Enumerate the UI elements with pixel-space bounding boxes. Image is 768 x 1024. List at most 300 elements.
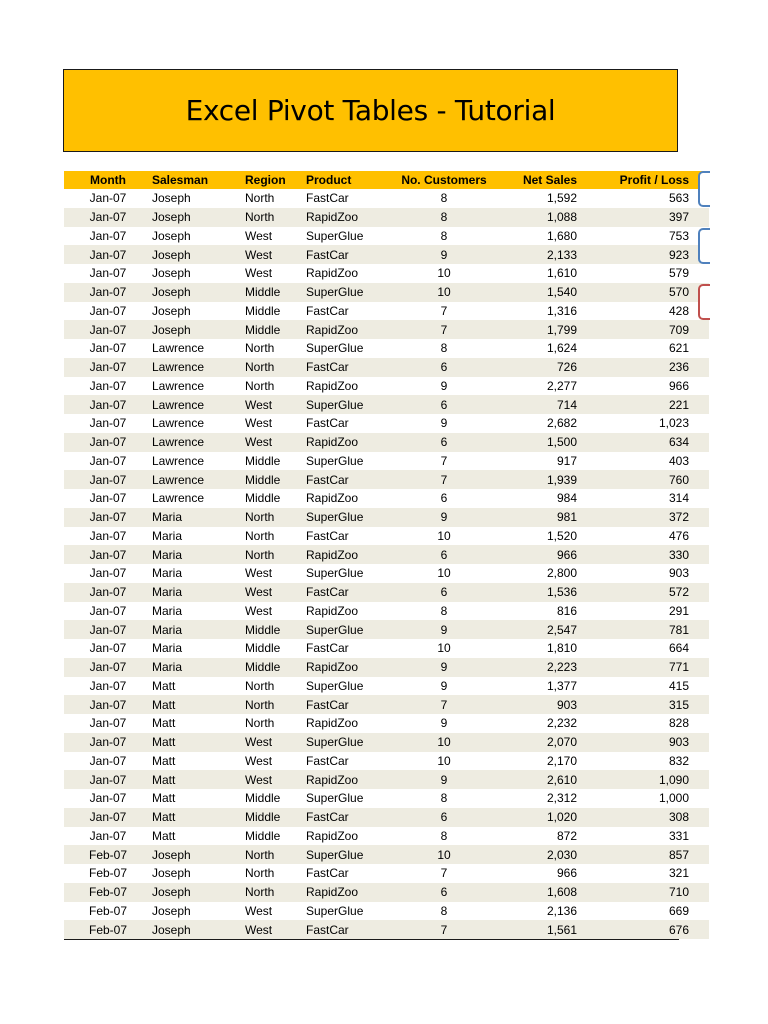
- cell-product[interactable]: FastCar: [306, 302, 393, 321]
- cell-region[interactable]: Middle: [245, 452, 306, 471]
- cell-month[interactable]: Jan-07: [64, 620, 152, 639]
- cell-customers[interactable]: 7: [393, 320, 495, 339]
- cell-region[interactable]: Middle: [245, 827, 306, 846]
- cell-profit-loss[interactable]: 415: [587, 677, 709, 696]
- cell-customers[interactable]: 6: [393, 808, 495, 827]
- cell-net-sales[interactable]: 966: [495, 864, 587, 883]
- cell-region[interactable]: West: [245, 733, 306, 752]
- cell-customers[interactable]: 7: [393, 864, 495, 883]
- cell-profit-loss[interactable]: 331: [587, 827, 709, 846]
- cell-region[interactable]: North: [245, 339, 306, 358]
- cell-month[interactable]: Jan-07: [64, 302, 152, 321]
- cell-profit-loss[interactable]: 771: [587, 658, 709, 677]
- cell-product[interactable]: FastCar: [306, 695, 393, 714]
- cell-net-sales[interactable]: 872: [495, 827, 587, 846]
- cell-product[interactable]: SuperGlue: [306, 789, 393, 808]
- cell-region[interactable]: West: [245, 245, 306, 264]
- cell-month[interactable]: Jan-07: [64, 489, 152, 508]
- cell-month[interactable]: Jan-07: [64, 395, 152, 414]
- column-header-region[interactable]: Region: [245, 171, 306, 189]
- cell-profit-loss[interactable]: 291: [587, 602, 709, 621]
- cell-profit-loss[interactable]: 669: [587, 902, 709, 921]
- cell-region[interactable]: West: [245, 264, 306, 283]
- cell-month[interactable]: Jan-07: [64, 414, 152, 433]
- cell-salesman[interactable]: Matt: [152, 789, 245, 808]
- cell-region[interactable]: Middle: [245, 283, 306, 302]
- cell-customers[interactable]: 9: [393, 414, 495, 433]
- cell-product[interactable]: RapidZoo: [306, 264, 393, 283]
- cell-product[interactable]: FastCar: [306, 414, 393, 433]
- cell-customers[interactable]: 6: [393, 358, 495, 377]
- cell-month[interactable]: Jan-07: [64, 639, 152, 658]
- cell-product[interactable]: SuperGlue: [306, 395, 393, 414]
- cell-profit-loss[interactable]: 709: [587, 320, 709, 339]
- cell-region[interactable]: West: [245, 564, 306, 583]
- cell-month[interactable]: Jan-07: [64, 827, 152, 846]
- cell-profit-loss[interactable]: 397: [587, 208, 709, 227]
- cell-profit-loss[interactable]: 1,023: [587, 414, 709, 433]
- cell-month[interactable]: Jan-07: [64, 564, 152, 583]
- cell-product[interactable]: RapidZoo: [306, 320, 393, 339]
- cell-net-sales[interactable]: 1,680: [495, 227, 587, 246]
- cell-region[interactable]: West: [245, 602, 306, 621]
- cell-region[interactable]: West: [245, 770, 306, 789]
- cell-month[interactable]: Jan-07: [64, 527, 152, 546]
- cell-region[interactable]: West: [245, 902, 306, 921]
- cell-region[interactable]: Middle: [245, 302, 306, 321]
- cell-net-sales[interactable]: 1,810: [495, 639, 587, 658]
- cell-region[interactable]: North: [245, 208, 306, 227]
- cell-month[interactable]: Jan-07: [64, 770, 152, 789]
- cell-customers[interactable]: 7: [393, 695, 495, 714]
- cell-profit-loss[interactable]: 781: [587, 620, 709, 639]
- cell-customers[interactable]: 6: [393, 395, 495, 414]
- cell-customers[interactable]: 8: [393, 827, 495, 846]
- cell-product[interactable]: SuperGlue: [306, 677, 393, 696]
- cell-profit-loss[interactable]: 428: [587, 302, 709, 321]
- cell-salesman[interactable]: Maria: [152, 564, 245, 583]
- column-header-customers[interactable]: No. Customers: [393, 171, 495, 189]
- cell-salesman[interactable]: Lawrence: [152, 395, 245, 414]
- cell-product[interactable]: RapidZoo: [306, 377, 393, 396]
- cell-customers[interactable]: 9: [393, 620, 495, 639]
- cell-month[interactable]: Feb-07: [64, 845, 152, 864]
- cell-salesman[interactable]: Lawrence: [152, 339, 245, 358]
- cell-net-sales[interactable]: 1,799: [495, 320, 587, 339]
- cell-region[interactable]: West: [245, 583, 306, 602]
- cell-salesman[interactable]: Maria: [152, 508, 245, 527]
- cell-salesman[interactable]: Maria: [152, 602, 245, 621]
- cell-month[interactable]: Feb-07: [64, 883, 152, 902]
- cell-salesman[interactable]: Joseph: [152, 845, 245, 864]
- cell-salesman[interactable]: Lawrence: [152, 470, 245, 489]
- cell-net-sales[interactable]: 1,520: [495, 527, 587, 546]
- cell-customers[interactable]: 8: [393, 902, 495, 921]
- cell-customers[interactable]: 6: [393, 583, 495, 602]
- blue-tab-1[interactable]: [698, 171, 710, 207]
- column-header-month[interactable]: Month: [64, 171, 152, 189]
- cell-net-sales[interactable]: 1,939: [495, 470, 587, 489]
- cell-region[interactable]: Middle: [245, 808, 306, 827]
- cell-month[interactable]: Jan-07: [64, 714, 152, 733]
- cell-month[interactable]: Jan-07: [64, 208, 152, 227]
- cell-customers[interactable]: 6: [393, 489, 495, 508]
- table-row: [64, 302, 709, 321]
- cell-region[interactable]: Middle: [245, 489, 306, 508]
- cell-profit-loss[interactable]: 372: [587, 508, 709, 527]
- cell-salesman[interactable]: Matt: [152, 752, 245, 771]
- cell-product[interactable]: FastCar: [306, 808, 393, 827]
- cell-salesman[interactable]: Maria: [152, 620, 245, 639]
- cell-salesman[interactable]: Maria: [152, 658, 245, 677]
- cell-customers[interactable]: 10: [393, 639, 495, 658]
- table-row: [64, 358, 709, 377]
- cell-product[interactable]: SuperGlue: [306, 339, 393, 358]
- cell-net-sales[interactable]: 1,316: [495, 302, 587, 321]
- cell-net-sales[interactable]: 1,561: [495, 920, 587, 939]
- cell-customers[interactable]: 9: [393, 245, 495, 264]
- cell-region[interactable]: North: [245, 695, 306, 714]
- cell-salesman[interactable]: Joseph: [152, 320, 245, 339]
- red-tab[interactable]: [698, 284, 710, 320]
- cell-profit-loss[interactable]: 579: [587, 264, 709, 283]
- blue-tab-2[interactable]: [698, 228, 710, 264]
- cell-customers[interactable]: 8: [393, 208, 495, 227]
- cell-region[interactable]: North: [245, 377, 306, 396]
- cell-product[interactable]: SuperGlue: [306, 845, 393, 864]
- cell-month[interactable]: Jan-07: [64, 677, 152, 696]
- cell-net-sales[interactable]: 1,377: [495, 677, 587, 696]
- cell-salesman[interactable]: Matt: [152, 733, 245, 752]
- cell-salesman[interactable]: Joseph: [152, 283, 245, 302]
- cell-profit-loss[interactable]: 832: [587, 752, 709, 771]
- cell-salesman[interactable]: Matt: [152, 714, 245, 733]
- cell-net-sales[interactable]: 2,232: [495, 714, 587, 733]
- cell-net-sales[interactable]: 2,610: [495, 770, 587, 789]
- cell-region[interactable]: West: [245, 227, 306, 246]
- cell-salesman[interactable]: Maria: [152, 639, 245, 658]
- cell-month[interactable]: Feb-07: [64, 864, 152, 883]
- cell-product[interactable]: SuperGlue: [306, 733, 393, 752]
- cell-net-sales[interactable]: 1,088: [495, 208, 587, 227]
- cell-region[interactable]: Middle: [245, 470, 306, 489]
- cell-customers[interactable]: 9: [393, 658, 495, 677]
- cell-salesman[interactable]: Joseph: [152, 227, 245, 246]
- cell-net-sales[interactable]: 2,547: [495, 620, 587, 639]
- cell-customers[interactable]: 9: [393, 508, 495, 527]
- cell-region[interactable]: North: [245, 883, 306, 902]
- cell-salesman[interactable]: Maria: [152, 583, 245, 602]
- cell-product[interactable]: RapidZoo: [306, 658, 393, 677]
- cell-customers[interactable]: 8: [393, 227, 495, 246]
- cell-net-sales[interactable]: 984: [495, 489, 587, 508]
- cell-profit-loss[interactable]: 314: [587, 489, 709, 508]
- table-row: [64, 883, 709, 902]
- cell-region[interactable]: West: [245, 414, 306, 433]
- cell-net-sales[interactable]: 966: [495, 545, 587, 564]
- cell-month[interactable]: Jan-07: [64, 189, 152, 208]
- cell-profit-loss[interactable]: 710: [587, 883, 709, 902]
- cell-customers[interactable]: 6: [393, 883, 495, 902]
- cell-profit-loss[interactable]: 308: [587, 808, 709, 827]
- cell-net-sales[interactable]: 1,020: [495, 808, 587, 827]
- cell-month[interactable]: Jan-07: [64, 358, 152, 377]
- cell-net-sales[interactable]: 981: [495, 508, 587, 527]
- cell-net-sales[interactable]: 2,800: [495, 564, 587, 583]
- cell-profit-loss[interactable]: 634: [587, 433, 709, 452]
- cell-profit-loss[interactable]: 572: [587, 583, 709, 602]
- cell-product[interactable]: RapidZoo: [306, 883, 393, 902]
- cell-product[interactable]: SuperGlue: [306, 508, 393, 527]
- cell-net-sales[interactable]: 1,540: [495, 283, 587, 302]
- cell-month[interactable]: Jan-07: [64, 339, 152, 358]
- cell-salesman[interactable]: Maria: [152, 545, 245, 564]
- cell-profit-loss[interactable]: 676: [587, 920, 709, 939]
- cell-month[interactable]: Jan-07: [64, 227, 152, 246]
- cell-customers[interactable]: 9: [393, 714, 495, 733]
- cell-profit-loss[interactable]: 221: [587, 395, 709, 414]
- cell-net-sales[interactable]: 2,682: [495, 414, 587, 433]
- cell-month[interactable]: Jan-07: [64, 283, 152, 302]
- cell-net-sales[interactable]: 903: [495, 695, 587, 714]
- cell-net-sales[interactable]: 816: [495, 602, 587, 621]
- cell-region[interactable]: West: [245, 920, 306, 939]
- cell-month[interactable]: Feb-07: [64, 920, 152, 939]
- cell-net-sales[interactable]: 1,610: [495, 264, 587, 283]
- cell-month[interactable]: Jan-07: [64, 508, 152, 527]
- cell-customers[interactable]: 7: [393, 920, 495, 939]
- cell-salesman[interactable]: Joseph: [152, 902, 245, 921]
- cell-month[interactable]: Jan-07: [64, 452, 152, 471]
- table-row: [64, 527, 709, 546]
- cell-month[interactable]: Jan-07: [64, 752, 152, 771]
- cell-salesman[interactable]: Joseph: [152, 864, 245, 883]
- cell-product[interactable]: RapidZoo: [306, 602, 393, 621]
- cell-salesman[interactable]: Lawrence: [152, 414, 245, 433]
- cell-region[interactable]: North: [245, 864, 306, 883]
- cell-month[interactable]: Jan-07: [64, 264, 152, 283]
- cell-month[interactable]: Jan-07: [64, 733, 152, 752]
- cell-net-sales[interactable]: 1,500: [495, 433, 587, 452]
- cell-customers[interactable]: 7: [393, 452, 495, 471]
- cell-product[interactable]: FastCar: [306, 470, 393, 489]
- cell-profit-loss[interactable]: 621: [587, 339, 709, 358]
- cell-region[interactable]: North: [245, 677, 306, 696]
- cell-product[interactable]: RapidZoo: [306, 770, 393, 789]
- cell-region[interactable]: Middle: [245, 320, 306, 339]
- cell-product[interactable]: SuperGlue: [306, 227, 393, 246]
- cell-customers[interactable]: 10: [393, 264, 495, 283]
- cell-profit-loss[interactable]: 966: [587, 377, 709, 396]
- cell-customers[interactable]: 7: [393, 470, 495, 489]
- cell-net-sales[interactable]: 1,536: [495, 583, 587, 602]
- cell-salesman[interactable]: Joseph: [152, 302, 245, 321]
- cell-customers[interactable]: 9: [393, 377, 495, 396]
- cell-product[interactable]: SuperGlue: [306, 283, 393, 302]
- cell-salesman[interactable]: Joseph: [152, 264, 245, 283]
- column-header-net-sales[interactable]: Net Sales: [495, 171, 587, 189]
- cell-net-sales[interactable]: 1,624: [495, 339, 587, 358]
- cell-net-sales[interactable]: 2,277: [495, 377, 587, 396]
- cell-salesman[interactable]: Maria: [152, 527, 245, 546]
- cell-customers[interactable]: 10: [393, 733, 495, 752]
- cell-salesman[interactable]: Lawrence: [152, 358, 245, 377]
- cell-month[interactable]: Jan-07: [64, 433, 152, 452]
- cell-region[interactable]: North: [245, 508, 306, 527]
- cell-profit-loss[interactable]: 828: [587, 714, 709, 733]
- table-row: [64, 433, 709, 452]
- cell-product[interactable]: FastCar: [306, 752, 393, 771]
- cell-profit-loss[interactable]: 664: [587, 639, 709, 658]
- cell-region[interactable]: West: [245, 395, 306, 414]
- cell-region[interactable]: North: [245, 545, 306, 564]
- cell-region[interactable]: Middle: [245, 789, 306, 808]
- cell-profit-loss[interactable]: 1,000: [587, 789, 709, 808]
- cell-customers[interactable]: 8: [393, 789, 495, 808]
- cell-profit-loss[interactable]: 903: [587, 733, 709, 752]
- cell-product[interactable]: RapidZoo: [306, 545, 393, 564]
- cell-product[interactable]: RapidZoo: [306, 489, 393, 508]
- cell-customers[interactable]: 9: [393, 677, 495, 696]
- cell-month[interactable]: Jan-07: [64, 320, 152, 339]
- cell-customers[interactable]: 8: [393, 339, 495, 358]
- table-row: [64, 339, 709, 358]
- cell-salesman[interactable]: Matt: [152, 695, 245, 714]
- cell-profit-loss[interactable]: 330: [587, 545, 709, 564]
- cell-net-sales[interactable]: 2,070: [495, 733, 587, 752]
- cell-profit-loss[interactable]: 563: [587, 189, 709, 208]
- column-header-product[interactable]: Product: [306, 171, 393, 189]
- cell-product[interactable]: FastCar: [306, 527, 393, 546]
- cell-profit-loss[interactable]: 321: [587, 864, 709, 883]
- cell-customers[interactable]: 10: [393, 845, 495, 864]
- cell-product[interactable]: FastCar: [306, 920, 393, 939]
- cell-net-sales[interactable]: 1,592: [495, 189, 587, 208]
- cell-salesman[interactable]: Joseph: [152, 920, 245, 939]
- cell-customers[interactable]: 6: [393, 545, 495, 564]
- cell-net-sales[interactable]: 726: [495, 358, 587, 377]
- cell-region[interactable]: North: [245, 527, 306, 546]
- cell-salesman[interactable]: Lawrence: [152, 452, 245, 471]
- cell-region[interactable]: Middle: [245, 639, 306, 658]
- cell-month[interactable]: Jan-07: [64, 583, 152, 602]
- cell-customers[interactable]: 10: [393, 752, 495, 771]
- cell-salesman[interactable]: Lawrence: [152, 433, 245, 452]
- cell-salesman[interactable]: Matt: [152, 770, 245, 789]
- cell-month[interactable]: Jan-07: [64, 695, 152, 714]
- cell-customers[interactable]: 7: [393, 302, 495, 321]
- cell-salesman[interactable]: Joseph: [152, 245, 245, 264]
- cell-month[interactable]: Jan-07: [64, 808, 152, 827]
- cell-customers[interactable]: 10: [393, 527, 495, 546]
- table-row: [64, 827, 709, 846]
- cell-salesman[interactable]: Matt: [152, 808, 245, 827]
- cell-net-sales[interactable]: 2,136: [495, 902, 587, 921]
- cell-product[interactable]: FastCar: [306, 864, 393, 883]
- cell-month[interactable]: Jan-07: [64, 377, 152, 396]
- table-row: [64, 320, 709, 339]
- cell-salesman[interactable]: Matt: [152, 827, 245, 846]
- cell-month[interactable]: Jan-07: [64, 545, 152, 564]
- cell-customers[interactable]: 8: [393, 189, 495, 208]
- cell-product[interactable]: FastCar: [306, 639, 393, 658]
- cell-profit-loss[interactable]: 923: [587, 245, 709, 264]
- cell-product[interactable]: RapidZoo: [306, 827, 393, 846]
- cell-region[interactable]: North: [245, 714, 306, 733]
- cell-product[interactable]: FastCar: [306, 245, 393, 264]
- cell-month[interactable]: Jan-07: [64, 602, 152, 621]
- cell-region[interactable]: North: [245, 189, 306, 208]
- cell-profit-loss[interactable]: 476: [587, 527, 709, 546]
- table-row: [64, 714, 709, 733]
- cell-net-sales[interactable]: 2,170: [495, 752, 587, 771]
- column-header-profit-loss[interactable]: Profit / Loss: [587, 171, 709, 189]
- cell-region[interactable]: West: [245, 752, 306, 771]
- cell-region[interactable]: West: [245, 433, 306, 452]
- cell-salesman[interactable]: Joseph: [152, 189, 245, 208]
- cell-customers[interactable]: 9: [393, 770, 495, 789]
- cell-region[interactable]: North: [245, 358, 306, 377]
- table-row: [64, 470, 709, 489]
- cell-customers[interactable]: 8: [393, 602, 495, 621]
- cell-product[interactable]: FastCar: [306, 189, 393, 208]
- cell-profit-loss[interactable]: 315: [587, 695, 709, 714]
- cell-product[interactable]: RapidZoo: [306, 714, 393, 733]
- cell-net-sales[interactable]: 2,030: [495, 845, 587, 864]
- cell-net-sales[interactable]: 714: [495, 395, 587, 414]
- cell-salesman[interactable]: Lawrence: [152, 377, 245, 396]
- cell-salesman[interactable]: Matt: [152, 677, 245, 696]
- cell-profit-loss[interactable]: 760: [587, 470, 709, 489]
- cell-region[interactable]: North: [245, 845, 306, 864]
- cell-month[interactable]: Jan-07: [64, 245, 152, 264]
- cell-profit-loss[interactable]: 753: [587, 227, 709, 246]
- cell-month[interactable]: Jan-07: [64, 789, 152, 808]
- cell-net-sales[interactable]: 2,133: [495, 245, 587, 264]
- cell-product[interactable]: SuperGlue: [306, 620, 393, 639]
- cell-product[interactable]: FastCar: [306, 358, 393, 377]
- cell-region[interactable]: Middle: [245, 658, 306, 677]
- cell-profit-loss[interactable]: 236: [587, 358, 709, 377]
- cell-profit-loss[interactable]: 857: [587, 845, 709, 864]
- cell-net-sales[interactable]: 2,312: [495, 789, 587, 808]
- cell-profit-loss[interactable]: 903: [587, 564, 709, 583]
- cell-product[interactable]: SuperGlue: [306, 564, 393, 583]
- cell-salesman[interactable]: Joseph: [152, 208, 245, 227]
- cell-month[interactable]: Jan-07: [64, 470, 152, 489]
- cell-salesman[interactable]: Lawrence: [152, 489, 245, 508]
- cell-product[interactable]: RapidZoo: [306, 433, 393, 452]
- cell-profit-loss[interactable]: 1,090: [587, 770, 709, 789]
- cell-product[interactable]: RapidZoo: [306, 208, 393, 227]
- cell-product[interactable]: FastCar: [306, 583, 393, 602]
- cell-customers[interactable]: 6: [393, 433, 495, 452]
- cell-net-sales[interactable]: 917: [495, 452, 587, 471]
- cell-net-sales[interactable]: 1,608: [495, 883, 587, 902]
- cell-month[interactable]: Feb-07: [64, 902, 152, 921]
- cell-salesman[interactable]: Joseph: [152, 883, 245, 902]
- cell-net-sales[interactable]: 2,223: [495, 658, 587, 677]
- cell-region[interactable]: Middle: [245, 620, 306, 639]
- column-header-salesman[interactable]: Salesman: [152, 171, 245, 189]
- cell-product[interactable]: SuperGlue: [306, 902, 393, 921]
- cell-month[interactable]: Jan-07: [64, 658, 152, 677]
- cell-profit-loss[interactable]: 403: [587, 452, 709, 471]
- cell-customers[interactable]: 10: [393, 283, 495, 302]
- cell-profit-loss[interactable]: 570: [587, 283, 709, 302]
- cell-customers[interactable]: 10: [393, 564, 495, 583]
- cell-product[interactable]: SuperGlue: [306, 452, 393, 471]
